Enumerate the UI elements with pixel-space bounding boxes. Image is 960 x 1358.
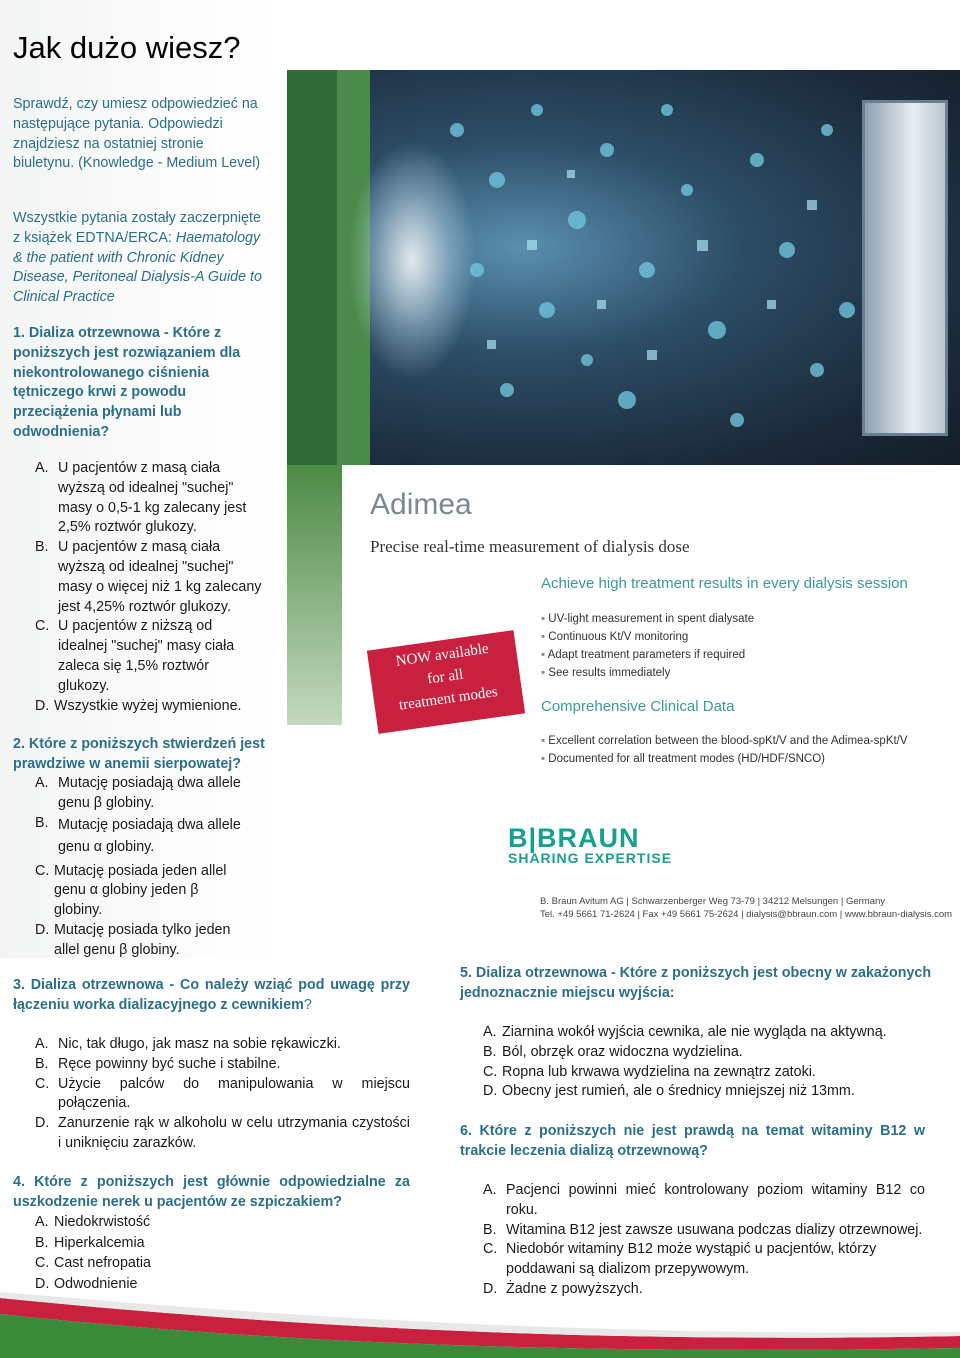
option-letter: D. — [35, 1115, 50, 1132]
logo-subtitle: SHARING EXPERTISE — [508, 850, 673, 866]
ad-badge-line: NOW available — [394, 640, 490, 670]
option — [483, 1181, 925, 1221]
option — [35, 697, 270, 717]
option-text: Pacjenci powinni mieć kontrolowany poziom witaminy B12 co roku. — [506, 1182, 925, 1218]
ad-window — [862, 100, 948, 436]
intro-source-books: Haematology & the patient with Chronic Kidney Disease, Peritoneal Dialysis-A Guide to Clinical Practice — [13, 229, 262, 306]
option-letter: B. — [35, 1234, 49, 1251]
option — [35, 1075, 410, 1115]
option-text: Wszystkie wyżej wymienione. — [54, 697, 242, 714]
option — [35, 814, 255, 858]
option — [483, 1023, 943, 1043]
option — [35, 459, 270, 538]
option-text: Ropna lub krwawa wydzielina na zewnątrz zatoki. — [502, 1063, 816, 1080]
option-letter: D. — [35, 697, 50, 714]
option-text: U pacjentów z masą ciała wyższą od idealnej "suchej" masy o więcej niż 1 kg zalecany jest 4,25% roztwór glukozy. — [58, 539, 262, 615]
option-letter: A. — [35, 460, 49, 476]
option — [35, 774, 255, 814]
option-letter: D. — [483, 1083, 498, 1100]
question-1 — [13, 324, 253, 443]
question-4 — [13, 1173, 410, 1213]
option — [35, 617, 270, 696]
option — [35, 1055, 410, 1075]
option-letter: D. — [35, 921, 50, 938]
option-text: Ziarnina wokół wyjścia cewnika, ale nie wygląda na aktywną. — [502, 1024, 887, 1040]
option-letter: C. — [483, 1241, 498, 1258]
option-letter: C. — [35, 1255, 50, 1271]
option-letter: C. — [35, 618, 50, 635]
ad-headline-1: Achieve high treatment results in every dialysis session — [541, 575, 908, 592]
ad-address-2: Tel. +49 5661 71-2624 | Fax +49 5661 75-2624 | dialysis@bbraun.com | www.bbraun-dialysis.com — [540, 909, 953, 920]
option — [483, 1043, 943, 1063]
ad-headline-2: Comprehensive Clinical Data — [541, 698, 735, 715]
option-text: Mutację posiadają dwa allele genu α globiny. — [58, 816, 241, 855]
option — [483, 1221, 925, 1241]
option-text: U pacjentów z masą ciała wyższą od idealnej "suchej" masy o 0,5-1 kg zalecany jest 2,5% roztwór glukozy. — [58, 460, 247, 536]
option-letter: C. — [483, 1063, 498, 1080]
question-2 — [13, 735, 268, 775]
option-text: Ból, obrzęk oraz widoczna wydzielina. — [502, 1043, 743, 1060]
option-text: Witamina B12 jest zawsze usuwana podczas dializy otrzewnowej. — [506, 1221, 923, 1238]
ad-bullet: ▪ Excellent correlation between the blood-spKt/V and the Adimea-spKt/V — [541, 732, 908, 750]
option-text: Obecny jest rumień, ale o średnicy mniejszej niż 13mm. — [502, 1083, 855, 1100]
ad-badge — [367, 630, 525, 734]
option-letter: B. — [35, 1055, 49, 1072]
option-text: Mutację posiadają dwa allele genu β globiny. — [58, 775, 241, 811]
option-letter: D. — [35, 1275, 50, 1292]
question-3-options — [35, 1035, 410, 1154]
option-letter: C. — [35, 1075, 50, 1092]
question-1-options — [35, 459, 270, 716]
option-text: Mutację posiada tylko jeden allel genu β globiny. — [54, 921, 231, 958]
intro-paragraph-1: Sprawdź, czy umiesz odpowiedzieć na następujące pytania. Odpowiedzi znajdziesz na ostatniej stronie biuletynu. (Knowledge - Medium Level) — [13, 96, 261, 172]
page-title: Jak dużo wiesz? — [13, 30, 241, 65]
option-text: Mutację posiada jeden allel genu α globiny jeden β globiny. — [54, 862, 227, 919]
ad-badge-line: for all — [426, 666, 465, 688]
option-letter: C. — [35, 862, 50, 879]
question-6 — [460, 1122, 925, 1162]
ad-green-bar — [287, 465, 342, 725]
option-letter: A. — [35, 1036, 49, 1052]
ad-bullet: ▪ Continuous Kt/V monitoring — [541, 628, 754, 646]
ad-light-beam — [347, 140, 477, 380]
option-letter: D. — [483, 1280, 498, 1297]
option-letter: B. — [483, 1221, 497, 1238]
footer-ribbon — [0, 1288, 960, 1358]
question-5-options — [483, 1023, 943, 1102]
option-letter: B. — [35, 539, 49, 556]
option-letter: B. — [35, 814, 49, 831]
option — [35, 1114, 410, 1154]
ad-bullet: ▪ UV-light measurement in spent dialysate — [541, 610, 754, 628]
option — [483, 1240, 925, 1280]
option-text: Hiperkalcemia — [54, 1234, 145, 1251]
option — [483, 1082, 943, 1102]
option — [35, 1233, 335, 1254]
ad-photo — [287, 70, 960, 465]
ad-bullets-2 — [541, 732, 908, 768]
option — [35, 862, 255, 921]
question-2-options — [35, 774, 255, 961]
option-letter: A. — [35, 1214, 49, 1230]
question-5 — [460, 964, 940, 1004]
option-text: Zanurzenie rąk w alkoholu w celu utrzymania czystości i uniknięciu zarazków. — [58, 1115, 410, 1151]
option-text: Nic, tak długo, jak masz na sobie rękawiczki. — [58, 1036, 341, 1052]
option-text: U pacjentów z niższą od idealnej "suchej" masy ciała zaleca się 1,5% roztwór glukozy. — [58, 618, 235, 694]
option-text: Odwodnienie — [54, 1275, 138, 1292]
ad-bullet: ▪ Adapt treatment parameters if required — [541, 646, 754, 664]
question-1-text: 1. Dializa otrzewnowa - Które z poniższych jest rozwiązaniem dla niekontrolowanego ciśnienia tętniczego krwi z powodu przeciążenia płynami lub odwodnienia? — [13, 325, 241, 440]
ad-address-1: B. Braun Avitum AG | Schwarzenberger Weg 73-79 | 34212 Melsungen | Germany — [540, 896, 886, 907]
question-5-text: 5. Dializa otrzewnowa - Które z poniższych jest obecny w zakażonych jednoznacznie miejscu wyjścia: — [460, 965, 932, 1001]
intro-text — [13, 95, 268, 174]
option-text: Ręce powinny być suche i stabilne. — [58, 1055, 281, 1072]
question-6-text: 6. Które z poniższych nie jest prawdą na temat witaminy B12 w trakcie leczenia dializą otrzewnową? — [460, 1123, 925, 1159]
question-4-options — [35, 1212, 335, 1294]
option-letter: B. — [483, 1043, 497, 1060]
question-2-text: 2. Które z poniższych stwierdzeń jest prawdziwe w anemii sierpowatej? — [13, 736, 265, 772]
option-text: Użycie palców do manipulowania w miejscu połączenia. — [58, 1075, 410, 1112]
option-text: Żadne z powyższych. — [506, 1280, 643, 1297]
question-3-text: 3. Dializa otrzewnowa - Co należy wziąć pod uwagę przy łączeniu worka dializacyjnego z cewnikiem — [13, 977, 410, 1013]
intro-source-plain: Wszystkie pytania zostały zaczerpnięte z książek EDTNA/ERCA: — [13, 210, 261, 246]
option — [35, 538, 270, 617]
ad-bullets-1 — [541, 610, 754, 682]
question-6-options — [483, 1181, 925, 1300]
logo-text: B|BRAUN — [508, 823, 640, 853]
question-3 — [13, 976, 410, 1016]
option-letter: A. — [483, 1182, 497, 1198]
ad-bullet: ▪ Documented for all treatment modes (HD/HDF/SNCO) — [541, 750, 908, 768]
option — [35, 921, 255, 961]
option — [35, 1035, 410, 1055]
ad-tagline: Precise real-time measurement of dialysis dose — [370, 537, 690, 556]
ad-badge-line: treatment modes — [397, 683, 499, 714]
question-4-text: 4. Które z poniższych jest głównie odpowiedzialne za uszkodzenie nerek u pacjentów ze szpiczakiem? — [13, 1174, 410, 1210]
option-letter: A. — [35, 775, 49, 791]
option-text: Niedokrwistość — [54, 1214, 151, 1230]
option — [483, 1063, 943, 1083]
option-text: Cast nefropatia — [54, 1255, 151, 1271]
question-3-mark: ? — [303, 996, 312, 1013]
option — [35, 1253, 335, 1274]
option — [35, 1212, 335, 1233]
option-text: Niedobór witaminy B12 może wystąpić u pacjentów, którzy poddawani są dializom przepywowym. — [506, 1241, 877, 1278]
ad-bullet: ▪ See results immediately — [541, 664, 754, 682]
intro-source — [13, 209, 268, 308]
option-letter: A. — [483, 1024, 497, 1040]
ad-brand: Adimea — [370, 488, 472, 521]
bbraun-logo — [508, 823, 672, 866]
